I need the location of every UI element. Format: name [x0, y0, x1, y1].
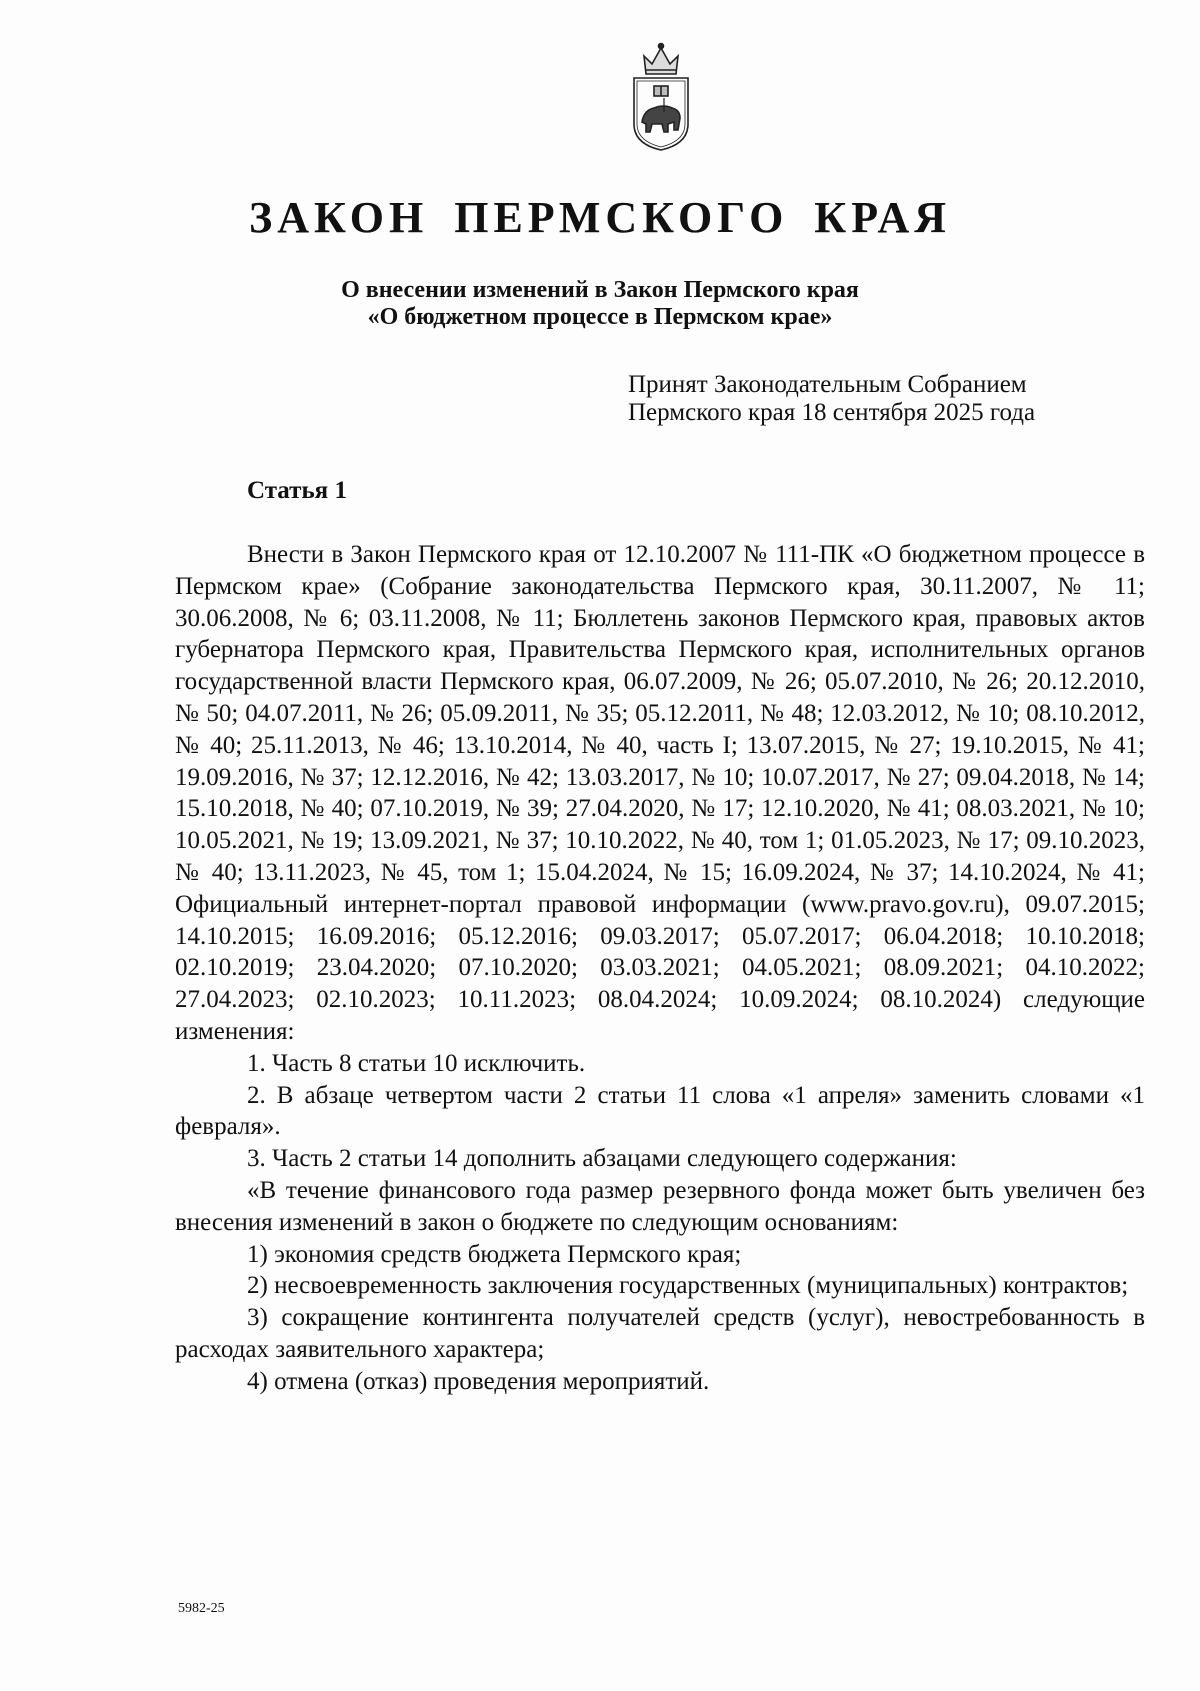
paragraph-ground-4: 4) отмена (отказ) проведения мероприятий.: [247, 1367, 710, 1395]
paragraph-item-1: 1. Часть 8 статьи 10 исключить.: [247, 1049, 586, 1077]
document-number: 5982-25: [178, 1601, 225, 1616]
law-title: ЗАКОН ПЕРМСКОГО КРАЯ: [248, 193, 952, 242]
adoption-note-line-1: Принят Законодательным Собранием: [628, 371, 1027, 398]
paragraph-ground-1: 1) экономия средств бюджета Пермского края;: [247, 1240, 742, 1268]
article-heading: Статья 1: [247, 477, 347, 504]
law-subtitle: [0, 277, 1200, 331]
adoption-note-line-2: Пермского края 18 сентября 2025 года: [628, 399, 1036, 426]
subtitle-line-1: О внесении изменений в Закон Пермского края: [341, 277, 859, 303]
paragraph-item-3: 3. Часть 2 статьи 14 дополнить абзацами следующего содержания:: [247, 1145, 957, 1173]
article-body: [175, 539, 1145, 1398]
perm-krai-coat-of-arms-icon: [628, 40, 694, 152]
subtitle-line-2: «О бюджетном процессе в Пермском крае»: [367, 304, 833, 330]
paragraph-amendment-intro: Внести в Закон Пермского края от 12.10.2007 № 111-ПК «О бюджетном процессе в Пермском крае» (Собрание законодательства Пермского края, 30.11.2007, № 11; 30.06.2008, № 6; 03.11.2008, № 11; Бюллетень законов Пермского края, правовых актов губернатора Пермского края, Правительства Пермского края, исполнительных органов государственной власти Пермского края, 06.07.2009, № 26; 05.07.2010, № 26; 20.12.2010, № 50; 04.07.2011, № 26; 05.09.2011, № 35; 05.12.2011, № 48; 12.03.2012, № 10; 08.10.2012, № 40; 25.11.2013, № 46; 13.10.2014, № 40, часть I; 13.07.2015, № 27; 19.10.2015, № 41; 19.09.2016, № 37; 12.12.2016, № 42; 13.03.2017, № 10; 10.07.2017, № 27; 09.04.2018, № 14; 15.10.2018, № 40; 07.10.2019, № 39; 27.04.2020, № 17; 12.10.2020, № 41; 08.03.2021, № 10; 10.05.2021, № 19; 13.09.2021, № 37; 10.10.2022, № 40, том 1; 01.05.2023, № 17; 09.10.2023, № 40; 13.11.2023, № 45, том 1; 15.04.2024, № 15; 16.09.2024, № 37; 14.10.2024, № 41; Официальный интернет-портал правовой информации (www.pravo.gov.ru), 09.07.2015; 14.10.2015; 16.09.2016; 05.12.2016; 09.03.2017; 05.07.2017; 06.04.2018; 10.10.2018; 02.10.2019; 23.04.2020; 07.10.2020; 03.03.2021; 04.05.2021; 08.09.2021; 04.10.2022; 27.04.2023; 02.10.2023; 10.11.2023; 08.04.2024; 10.09.2024; 08.10.2024) следующие изменения:: [175, 541, 1145, 1045]
paragraph-item-2: 2. В абзаце четвертом части 2 статьи 11 слова «1 апреля» заменить словами «1 февраля».: [175, 1081, 1145, 1141]
paragraph-ground-2: 2) несвоевременность заключения государственных (муниципальных) контрактов;: [247, 1272, 1129, 1300]
adoption-note: [628, 371, 1035, 427]
paragraph-reserve-fund: «В течение финансового года размер резервного фонда может быть увеличен без внесения изменений в закон о бюджете по следующим основаниям:: [175, 1176, 1145, 1236]
paragraph-ground-3: 3) сокращение контингента получателей средств (услуг), невостребованность в расходах заявительного характера;: [175, 1304, 1145, 1363]
